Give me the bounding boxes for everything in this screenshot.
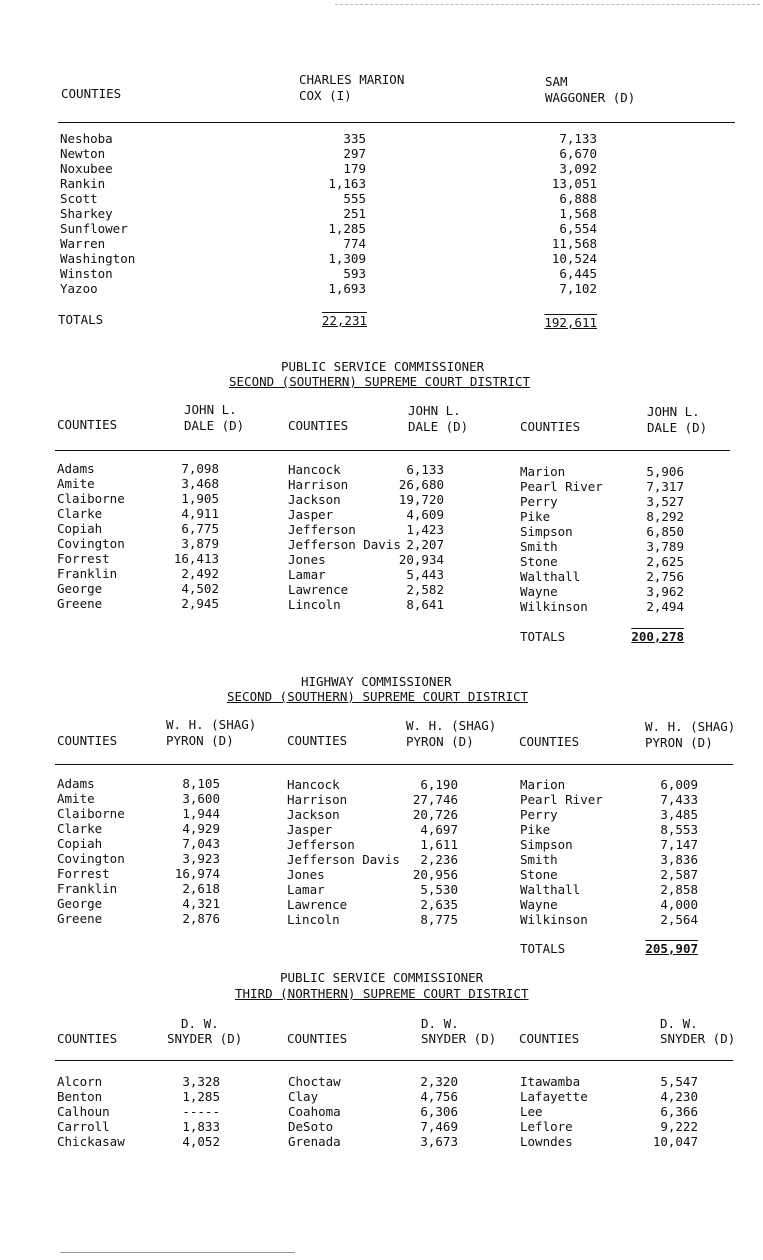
header-counties: COUNTIES — [61, 86, 122, 101]
vote-count: 2,858 — [660, 882, 698, 897]
county-name: Winston — [60, 266, 113, 281]
county-name: Lawrence — [287, 897, 348, 912]
vote-count: 2,625 — [646, 554, 684, 569]
vote-count: 6,133 — [406, 462, 444, 477]
vote-count: 7,098 — [181, 461, 219, 476]
vote-count: 1,611 — [420, 837, 458, 852]
vote-count: 4,609 — [406, 507, 444, 522]
header-rule — [55, 450, 730, 451]
vote-count: 2,587 — [660, 867, 698, 882]
header-cand-3-line1: JOHN L. — [647, 404, 700, 419]
county-name: Jasper — [288, 507, 334, 522]
vote-count: 3,673 — [420, 1134, 458, 1149]
county-name: Perry — [520, 807, 558, 822]
county-name: Forrest — [57, 866, 110, 881]
county-name: Walthall — [520, 569, 581, 584]
section-title: PUBLIC SERVICE COMMISSIONER — [280, 970, 484, 985]
county-name: Amite — [57, 476, 95, 491]
county-name: Neshoba — [60, 131, 113, 146]
vote-count: 1,423 — [406, 522, 444, 537]
county-name: Lowndes — [520, 1134, 573, 1149]
vote-count: 2,320 — [420, 1074, 458, 1089]
county-name: Stone — [520, 554, 558, 569]
county-name: Lincoln — [288, 597, 341, 612]
vote-count: 7,133 — [559, 131, 597, 146]
county-name: Amite — [57, 791, 95, 806]
vote-count: 6,888 — [559, 191, 597, 206]
county-name: Jefferson Davis — [288, 537, 401, 552]
vote-count: 6,670 — [559, 146, 597, 161]
vote-count: 6,009 — [660, 777, 698, 792]
vote-count: 4,052 — [182, 1134, 220, 1149]
county-name: Hancock — [288, 462, 341, 477]
county-name: Lee — [520, 1104, 543, 1119]
county-name: Jefferson Davis — [287, 852, 400, 867]
vote-count: 1,163 — [328, 176, 366, 191]
header-counties-3: COUNTIES — [519, 1031, 580, 1046]
vote-count: 27,746 — [412, 792, 458, 807]
county-name: Stone — [520, 867, 558, 882]
county-name: Sunflower — [60, 221, 128, 236]
vote-count: 2,945 — [181, 596, 219, 611]
vote-count: 2,494 — [646, 599, 684, 614]
vote-count: 5,443 — [406, 567, 444, 582]
vote-count: 2,618 — [182, 881, 220, 896]
county-name: George — [57, 581, 103, 596]
county-name: Jackson — [288, 492, 341, 507]
vote-count: 6,366 — [660, 1104, 698, 1119]
vote-count: 5,547 — [660, 1074, 698, 1089]
header-cand-2-line1: D. W. — [421, 1016, 459, 1031]
vote-count: 1,285 — [182, 1089, 220, 1104]
header-waggoner-line1: SAM — [545, 74, 568, 89]
vote-count: 2,564 — [660, 912, 698, 927]
county-name: Wayne — [520, 584, 558, 599]
vote-count: 8,292 — [646, 509, 684, 524]
county-name: Copiah — [57, 836, 103, 851]
header-rule — [55, 764, 733, 765]
vote-count: 10,047 — [652, 1134, 698, 1149]
vote-count: 6,190 — [420, 777, 458, 792]
header-cand-3-line2: PYRON (D) — [645, 735, 713, 750]
vote-count: 7,043 — [182, 836, 220, 851]
county-name: Pike — [520, 509, 551, 524]
header-cox-line2: COX (I) — [299, 88, 352, 103]
vote-count: 3,092 — [559, 161, 597, 176]
county-name: Adams — [57, 776, 95, 791]
county-name: Copiah — [57, 521, 103, 536]
county-name: Greene — [57, 911, 103, 926]
vote-count: 4,929 — [182, 821, 220, 836]
vote-count: 2,236 — [420, 852, 458, 867]
total-cox: 22,231 — [321, 313, 367, 328]
county-name: Noxubee — [60, 161, 113, 176]
header-cand-1-line2: SNYDER (D) — [167, 1031, 243, 1046]
vote-count: 593 — [343, 266, 366, 281]
total-waggoner: 192,611 — [544, 315, 597, 330]
section-subtitle: SECOND (SOUTHERN) SUPREME COURT DISTRICT — [229, 374, 531, 389]
county-name: Smith — [520, 539, 558, 554]
vote-count: 251 — [343, 206, 366, 221]
county-name: Claiborne — [57, 491, 125, 506]
totals-label: TOTALS — [520, 941, 566, 956]
vote-count: 3,468 — [181, 476, 219, 491]
vote-count: 4,321 — [182, 896, 220, 911]
county-name: Clarke — [57, 506, 103, 521]
header-rule — [55, 1060, 733, 1061]
county-name: Clarke — [57, 821, 103, 836]
county-name: Wilkinson — [520, 912, 588, 927]
header-cand-1-line2: DALE (D) — [184, 418, 245, 433]
vote-count: 4,697 — [420, 822, 458, 837]
vote-count: 335 — [343, 131, 366, 146]
vote-count: 13,051 — [551, 176, 597, 191]
header-cand-2-line2: DALE (D) — [408, 419, 469, 434]
vote-count: 8,553 — [660, 822, 698, 837]
vote-count: 4,230 — [660, 1089, 698, 1104]
section-subtitle: SECOND (SOUTHERN) SUPREME COURT DISTRICT — [227, 689, 529, 704]
vote-count: 6,306 — [420, 1104, 458, 1119]
vote-count: 3,485 — [660, 807, 698, 822]
vote-count: 3,600 — [182, 791, 220, 806]
vote-count: 3,879 — [181, 536, 219, 551]
county-name: Grenada — [288, 1134, 341, 1149]
county-name: Franklin — [57, 881, 118, 896]
vote-count: 1,693 — [328, 281, 366, 296]
county-name: Harrison — [288, 477, 349, 492]
county-name: Franklin — [57, 566, 118, 581]
county-name: George — [57, 896, 103, 911]
vote-count: 3,527 — [646, 494, 684, 509]
county-name: Covington — [57, 536, 125, 551]
vote-count: 2,756 — [646, 569, 684, 584]
county-name: Coahoma — [288, 1104, 341, 1119]
header-cand-3-line1: D. W. — [660, 1016, 698, 1031]
vote-count: 16,974 — [174, 866, 220, 881]
vote-count: 19,720 — [398, 492, 444, 507]
county-name: Alcorn — [57, 1074, 103, 1089]
county-name: Newton — [60, 146, 106, 161]
header-cand-3-line2: SNYDER (D) — [660, 1031, 736, 1046]
vote-count: 2,635 — [420, 897, 458, 912]
header-cox-line1: CHARLES MARION — [299, 72, 405, 87]
header-cand-2-line2: PYRON (D) — [406, 734, 474, 749]
county-name: Lawrence — [288, 582, 349, 597]
county-name: Washington — [60, 251, 136, 266]
header-counties-3: COUNTIES — [520, 419, 581, 434]
vote-count: 6,850 — [646, 524, 684, 539]
vote-count: 20,726 — [412, 807, 458, 822]
vote-count: 5,530 — [420, 882, 458, 897]
county-name: Jones — [287, 867, 325, 882]
vote-count: 20,956 — [412, 867, 458, 882]
county-name: Leflore — [520, 1119, 573, 1134]
vote-count: 4,911 — [181, 506, 219, 521]
scan-edge-top — [335, 4, 760, 5]
vote-count: 1,568 — [559, 206, 597, 221]
header-rule — [58, 122, 735, 123]
vote-count: 3,962 — [646, 584, 684, 599]
county-name: Smith — [520, 852, 558, 867]
county-name: Itawamba — [520, 1074, 581, 1089]
vote-count: 16,413 — [173, 551, 219, 566]
county-name: Covington — [57, 851, 125, 866]
county-name: Warren — [60, 236, 106, 251]
header-counties-1: COUNTIES — [57, 1031, 118, 1046]
vote-count: 3,836 — [660, 852, 698, 867]
vote-count: 10,524 — [551, 251, 597, 266]
total-value: 205,907 — [645, 941, 698, 956]
vote-count: 8,775 — [420, 912, 458, 927]
county-name: DeSoto — [288, 1119, 334, 1134]
county-name: Jasper — [287, 822, 333, 837]
section-title: PUBLIC SERVICE COMMISSIONER — [281, 359, 485, 374]
vote-count: 1,309 — [328, 251, 366, 266]
vote-count: 7,469 — [420, 1119, 458, 1134]
header-cand-1-line1: JOHN L. — [184, 402, 237, 417]
vote-count: 2,207 — [406, 537, 444, 552]
vote-count: 1,944 — [182, 806, 220, 821]
vote-count: 7,102 — [559, 281, 597, 296]
county-name: Simpson — [520, 837, 573, 852]
header-cand-1-line2: PYRON (D) — [166, 733, 234, 748]
vote-count: 3,328 — [182, 1074, 220, 1089]
vote-count: 6,445 — [559, 266, 597, 281]
header-cand-3-line2: DALE (D) — [647, 420, 708, 435]
vote-count: 5,906 — [646, 464, 684, 479]
header-counties-3: COUNTIES — [519, 734, 580, 749]
header-cand-3-line1: W. H. (SHAG) — [645, 719, 736, 734]
vote-count: 179 — [343, 161, 366, 176]
county-name: Wilkinson — [520, 599, 588, 614]
county-name: Jones — [288, 552, 326, 567]
vote-count: 4,000 — [660, 897, 698, 912]
header-cand-2-line1: JOHN L. — [408, 403, 461, 418]
county-name: Pearl River — [520, 479, 603, 494]
vote-count: 4,756 — [420, 1089, 458, 1104]
county-name: Carroll — [57, 1119, 110, 1134]
header-waggoner-line2: WAGGONER (D) — [545, 90, 636, 105]
header-cand-1-line1: D. W. — [181, 1016, 219, 1031]
section-title: HIGHWAY COMMISSIONER — [301, 674, 452, 689]
vote-count: 6,775 — [181, 521, 219, 536]
county-name: Benton — [57, 1089, 103, 1104]
scan-edge-bottom — [60, 1252, 295, 1253]
county-name: Lafayette — [520, 1089, 588, 1104]
vote-count: 3,923 — [182, 851, 220, 866]
vote-count: 9,222 — [660, 1119, 698, 1134]
header-counties-2: COUNTIES — [287, 733, 348, 748]
county-name: Lincoln — [287, 912, 340, 927]
county-name: Calhoun — [57, 1104, 110, 1119]
county-name: Scott — [60, 191, 98, 206]
vote-count: 774 — [343, 236, 366, 251]
vote-count: 7,147 — [660, 837, 698, 852]
county-name: Forrest — [57, 551, 110, 566]
header-cand-2-line1: W. H. (SHAG) — [406, 718, 497, 733]
county-name: Hancock — [287, 777, 340, 792]
vote-count: 2,876 — [182, 911, 220, 926]
vote-count: 7,433 — [660, 792, 698, 807]
header-counties-1: COUNTIES — [57, 733, 118, 748]
total-value: 200,278 — [631, 629, 684, 644]
county-name: Greene — [57, 596, 103, 611]
county-name: Claiborne — [57, 806, 125, 821]
county-name: Jackson — [287, 807, 340, 822]
totals-label: TOTALS — [58, 312, 104, 327]
vote-count: 2,492 — [181, 566, 219, 581]
header-counties-2: COUNTIES — [288, 418, 349, 433]
header-cand-1-line1: W. H. (SHAG) — [166, 717, 257, 732]
section-subtitle: THIRD (NORTHERN) SUPREME COURT DISTRICT — [235, 986, 529, 1001]
county-name: Lamar — [287, 882, 325, 897]
vote-count: 6,554 — [559, 221, 597, 236]
county-name: Rankin — [60, 176, 106, 191]
county-name: Marion — [520, 464, 566, 479]
vote-count: ----- — [182, 1104, 220, 1119]
vote-count: 11,568 — [551, 236, 597, 251]
header-counties-1: COUNTIES — [57, 417, 118, 432]
county-name: Harrison — [287, 792, 348, 807]
vote-count: 7,317 — [646, 479, 684, 494]
vote-count: 20,934 — [398, 552, 444, 567]
vote-count: 2,582 — [406, 582, 444, 597]
vote-count: 4,502 — [181, 581, 219, 596]
county-name: Clay — [288, 1089, 319, 1104]
county-name: Jefferson — [287, 837, 355, 852]
county-name: Choctaw — [288, 1074, 341, 1089]
vote-count: 8,105 — [182, 776, 220, 791]
county-name: Walthall — [520, 882, 581, 897]
vote-count: 555 — [343, 191, 366, 206]
county-name: Pike — [520, 822, 551, 837]
vote-count: 3,789 — [646, 539, 684, 554]
vote-count: 297 — [343, 146, 366, 161]
county-name: Yazoo — [60, 281, 98, 296]
vote-count: 8,641 — [406, 597, 444, 612]
vote-count: 1,285 — [328, 221, 366, 236]
county-name: Perry — [520, 494, 558, 509]
county-name: Chickasaw — [57, 1134, 125, 1149]
county-name: Wayne — [520, 897, 558, 912]
header-cand-2-line2: SNYDER (D) — [421, 1031, 497, 1046]
county-name: Pearl River — [520, 792, 603, 807]
county-name: Adams — [57, 461, 95, 476]
county-name: Simpson — [520, 524, 573, 539]
county-name: Lamar — [288, 567, 326, 582]
county-name: Jefferson — [288, 522, 356, 537]
totals-label: TOTALS — [520, 629, 566, 644]
header-counties-2: COUNTIES — [287, 1031, 348, 1046]
vote-count: 1,905 — [181, 491, 219, 506]
vote-count: 1,833 — [182, 1119, 220, 1134]
vote-count: 26,680 — [398, 477, 444, 492]
county-name: Marion — [520, 777, 566, 792]
county-name: Sharkey — [60, 206, 113, 221]
